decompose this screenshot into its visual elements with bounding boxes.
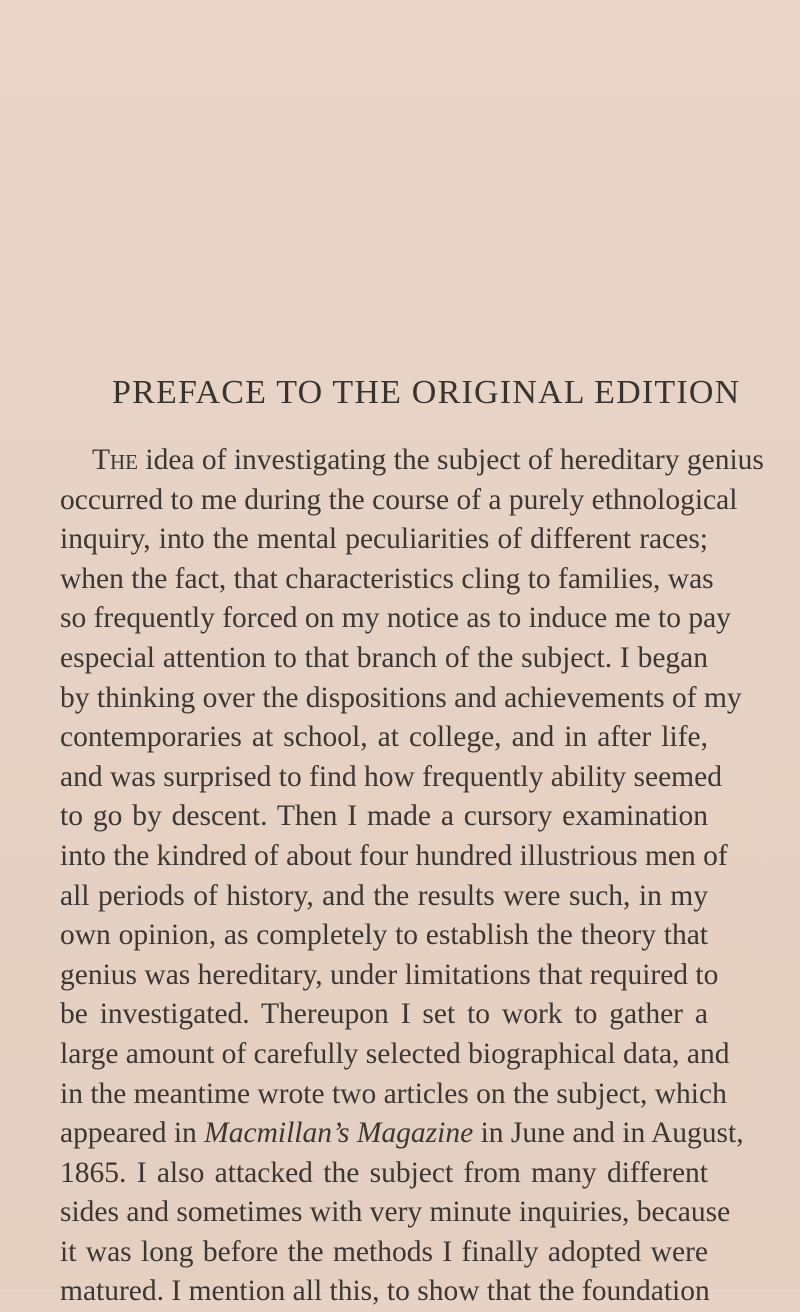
paragraph-line-13: own opinion, as completely to establish the theory that <box>60 919 708 952</box>
paragraph-line-22: matured. I mention all this, to show that the foundation <box>60 1275 710 1308</box>
paragraph-line-9: and was surprised to find how frequently ability seemed <box>60 760 722 793</box>
paragraph-line-17: in the meantime wrote two articles on the subject, which <box>60 1077 727 1110</box>
paragraph-line-4: when the fact, that characteristics cling to families, was <box>60 562 714 595</box>
page-title: PREFACE TO THE ORIGINAL EDITION <box>112 374 741 411</box>
line-18-text-after: in June and in August, <box>473 1117 744 1150</box>
drop-word: The <box>92 444 139 476</box>
magazine-title: Macmillan’s Magazine <box>204 1117 474 1150</box>
paragraph-line-21: it was long before the methods I finally adopted were <box>60 1235 708 1268</box>
paragraph-line-18 <box>60 1114 744 1154</box>
paragraph-line-16: large amount of carefully selected biographical data, and <box>60 1037 730 1070</box>
paragraph-line-20: sides and sometimes with very minute inquiries, because <box>60 1196 731 1229</box>
paragraph-line-1 <box>60 441 764 481</box>
paragraph-line-3: inquiry, into the mental peculiarities of different races; <box>60 523 708 556</box>
paragraph-line-7: by thinking over the dispositions and achievements of my <box>60 681 742 714</box>
paragraph-line-10: to go by descent. Then I made a cursory examination <box>60 800 708 833</box>
line-18-text-before: appeared in <box>60 1117 205 1150</box>
paragraph-line-6: especial attention to that branch of the subject. I began <box>60 641 708 674</box>
paragraph-line-19: 1865. I also attacked the subject from many different <box>60 1156 708 1189</box>
paragraph-line-8: contemporaries at school, at college, and in after life, <box>60 721 708 754</box>
paragraph-line-11: into the kindred of about four hundred illustrious men of <box>60 839 728 872</box>
paragraph-line-12: all periods of history, and the results were such, in my <box>60 879 708 912</box>
preface-paragraph <box>60 441 764 1312</box>
paragraph-line-5: so frequently forced on my notice as to induce me to pay <box>60 602 731 635</box>
line-1-text: idea of investigating the subject of hereditary genius <box>138 444 764 476</box>
paragraph-line-14: genius was hereditary, under limitations that required to <box>60 958 719 991</box>
paragraph-line-2: occurred to me during the course of a purely ethnological <box>60 483 738 516</box>
paragraph-line-15: be investigated. Thereupon I set to work to gather a <box>60 998 708 1031</box>
